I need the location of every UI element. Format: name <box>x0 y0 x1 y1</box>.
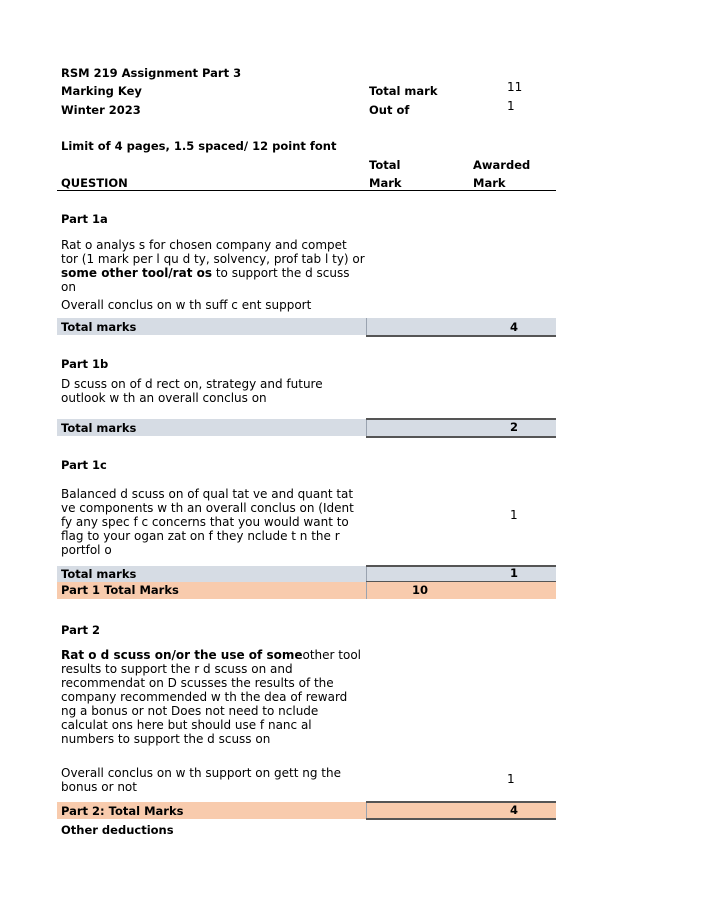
part1a-total-label: Total marks <box>61 320 137 334</box>
total-mark-label: Total mark <box>369 84 438 98</box>
part1b-total-overline <box>366 418 556 420</box>
part1c-heading: Part 1c <box>61 458 107 472</box>
part2-total-underline <box>366 818 556 820</box>
part1a-total-awarded: 4 <box>510 320 519 334</box>
part1c-total-label: Total marks <box>61 567 137 581</box>
out-of-label: Out of <box>369 103 410 117</box>
column-divider <box>366 318 367 335</box>
part2-total-label: Part 2: Total Marks <box>61 804 184 818</box>
column-divider <box>366 802 367 819</box>
part2-heading: Part 2 <box>61 623 101 637</box>
awarded-header-line2: Mark <box>473 176 506 190</box>
header-underline <box>57 190 556 191</box>
part1a-criterion-2: Overall conclus on w th suff c ent support <box>61 298 312 312</box>
column-divider <box>366 582 367 599</box>
total-mark-header-line2: Mark <box>369 176 402 190</box>
total-mark-value: 11 <box>507 80 523 94</box>
part2-total-overline <box>366 801 556 803</box>
part1c-total-awarded: 1 <box>510 566 519 580</box>
column-divider <box>366 419 367 436</box>
part2-total-awarded: 4 <box>510 803 519 817</box>
out-of-value: 1 <box>507 99 515 113</box>
part1b-heading: Part 1b <box>61 357 109 371</box>
question-header: QUESTION <box>61 176 128 190</box>
other-deductions-label: Other deductions <box>61 823 174 837</box>
part1c-total-overline <box>366 565 556 567</box>
part1a-criterion-1: Rat o analys s for chosen company and compet tor (1 mark per l qu d ty, solvency, prof tab l ty) or some other tool/rat os to support the d scuss on <box>61 238 365 294</box>
part1b-total-awarded: 2 <box>510 420 519 434</box>
part1c-criterion-1-awarded: 1 <box>510 508 518 522</box>
part2-criterion-2-awarded: 1 <box>507 772 515 786</box>
part1-total-mark: 10 <box>412 583 429 597</box>
part1b-total-underline <box>366 436 556 438</box>
part1a-total-underline <box>366 335 556 337</box>
part1-total-label: Part 1 Total Marks <box>61 583 179 597</box>
part2-criterion-2: Overall conclus on w th support on gett ng the bonus or not <box>61 766 341 794</box>
awarded-header-line1: Awarded <box>473 158 531 172</box>
marking-key-label: Marking Key <box>61 84 142 98</box>
term-label: Winter 2023 <box>61 103 141 117</box>
part1b-total-label: Total marks <box>61 421 137 435</box>
part1c-criterion-1: Balanced d scuss on of qual tat ve and quant tat ve components w th an overall conclus on (Ident fy any spec f c concerns that you would want to flag to your ogan zat on f they nclude t n the r portfol o <box>61 487 354 557</box>
part2-criterion-1: Rat o d scuss on/or the use of someother tool results to support the r d scuss on and recommendat on D scusses the results of the company recommended w th the dea of reward ng a bonus or not Does not need to nclude calculat ons here but should use f nanc al numbers to support the d scuss on <box>61 648 361 746</box>
part1b-criterion-1: D scuss on of d rect on, strategy and future outlook w th an overall conclus on <box>61 377 323 405</box>
page-limit-note: Limit of 4 pages, 1.5 spaced/ 12 point font <box>61 139 337 153</box>
total-mark-header-line1: Total <box>369 158 401 172</box>
part1a-heading: Part 1a <box>61 212 108 226</box>
assignment-title: RSM 219 Assignment Part 3 <box>61 66 242 80</box>
